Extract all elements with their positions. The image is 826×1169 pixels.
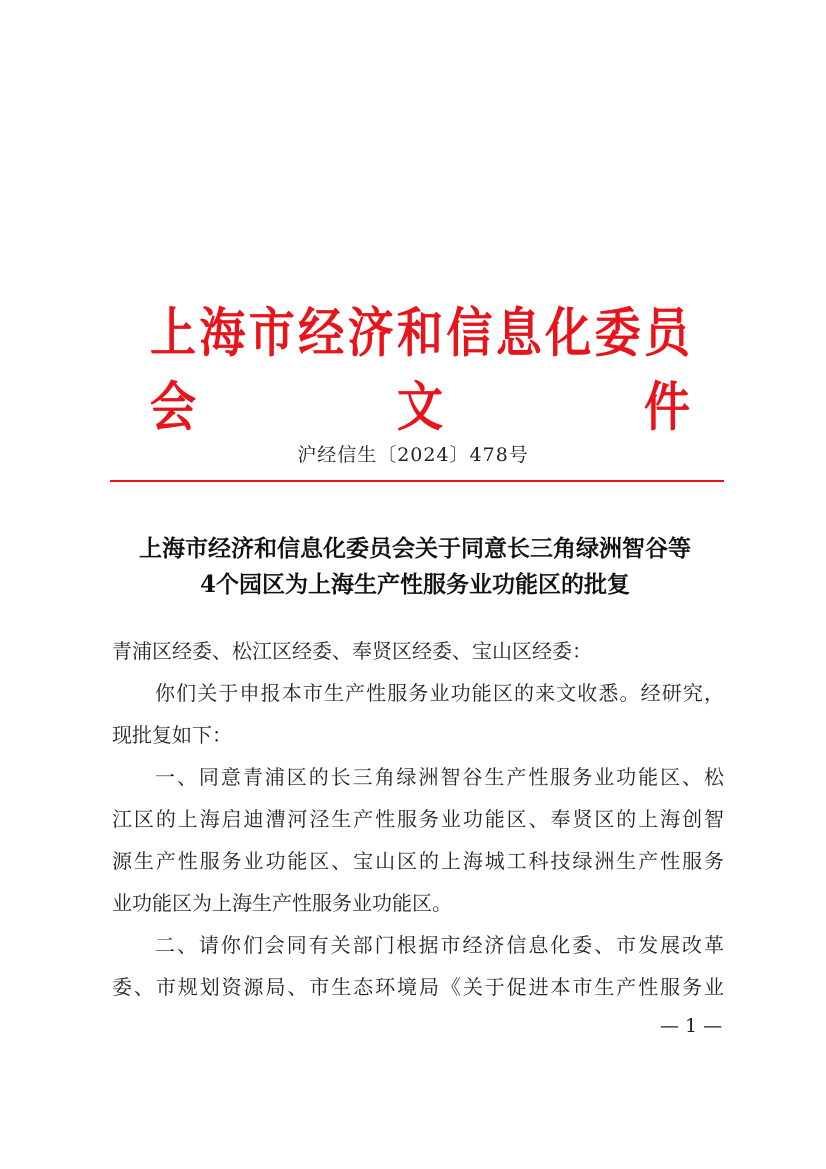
document-number: 沪经信生〔2024〕478号 — [297, 444, 529, 466]
issuer-header: 上海市经济和信息化委员会文件 — [150, 301, 690, 438]
body-line: 二、请你们会同有关部门根据市经济信息化委、市发展改革 — [155, 933, 724, 957]
document-body — [112, 634, 724, 1012]
body-line: 源生产性服务业功能区、宝山区的上海城工科技绿洲生产性服务 — [112, 849, 724, 873]
document-title-line-1: 上海市经济和信息化委员会关于同意长三角绿洲智谷等 — [139, 535, 691, 562]
red-divider — [110, 480, 724, 482]
body-line: 委、市规划资源局、市生态环境局《关于促进本市生产性服务业 — [112, 975, 724, 999]
page-number: — 1 — — [660, 1015, 723, 1037]
body-line: 现批复如下： — [112, 723, 232, 747]
salutation: 青浦区经委、松江区经委、奉贤区经委、宝山区经委： — [112, 639, 592, 663]
body-line: 江区的上海启迪漕河泾生产性服务业功能区、奉贤区的上海创智 — [112, 807, 724, 831]
document-title-line-2: 4个园区为上海生产性服务业功能区的批复 — [199, 571, 630, 598]
body-line: 业功能区为上海生产性服务业功能区。 — [112, 891, 452, 915]
body-line: 一、同意青浦区的长三角绿洲智谷生产性服务业功能区、松 — [155, 765, 724, 789]
body-line: 你们关于申报本市生产性服务业功能区的来文收悉。经研究， — [155, 681, 724, 705]
